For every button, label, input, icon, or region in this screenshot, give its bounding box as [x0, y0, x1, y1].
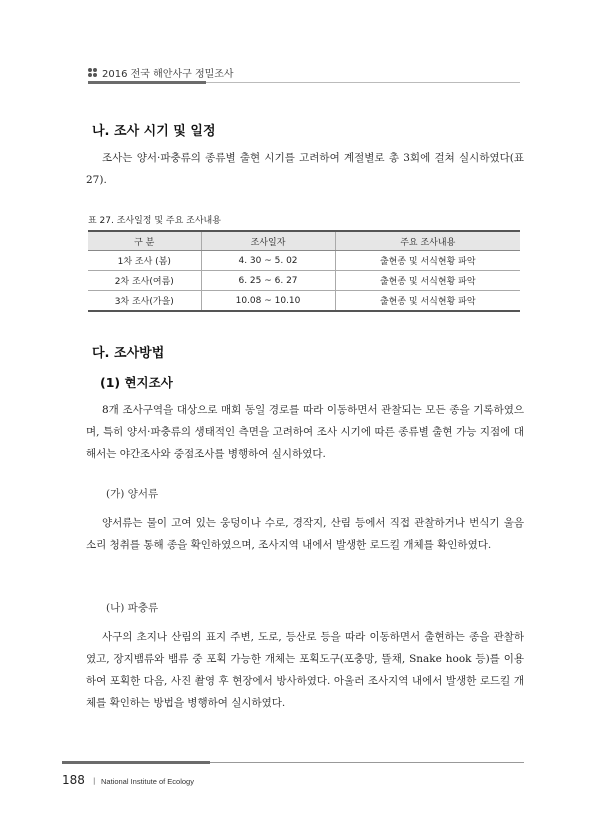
footer-separator: |: [93, 777, 96, 785]
table-row: [88, 251, 520, 271]
table-cell: 출현종 및 서식현황 파악: [335, 251, 520, 271]
subsection-heading-reptiles: (나) 파충류: [106, 602, 159, 614]
table-cell: 출현종 및 서식현황 파악: [335, 271, 520, 291]
table-header-row: [88, 231, 520, 251]
schedule-table: [88, 230, 520, 312]
footer-institute: National Institute of Ecology: [101, 777, 194, 786]
header-title: 2016 전국 해안사구 정밀조사: [102, 69, 234, 80]
header-divider-accent: [88, 81, 206, 84]
section-heading-methods: 다. 조사방법: [92, 346, 165, 361]
column-header: 주요 조사내용: [335, 231, 520, 251]
table-cell: 3차 조사(가을): [88, 291, 201, 312]
page-number: 188: [62, 773, 85, 787]
schedule-paragraph: 조사는 양서·파충류의 종류별 출현 시기를 고려하여 계절별로 총 3회에 걸쳐 실시하였다(표 27).: [86, 152, 524, 186]
table-cell: 2차 조사(여름): [88, 271, 201, 291]
column-header: 구 분: [88, 231, 201, 251]
reptiles-paragraph: 사구의 초지나 산림의 표지 주변, 도로, 등산로 등을 따라 이동하면서 출현하는 종을 관찰하였고, 장지뱀류와 뱀류 중 포획 가능한 개체는 포획도구(포충망, 뜰채, Snake hook 등)를 이용하여 포획한 다음, 사진 촬영 후 현장에서 방사하였다. 아울러 조사지역 내에서 발생한 로드킬 개체를 확인하는 방법을 병행하여 실시하였다.: [86, 631, 524, 709]
subsection-heading-field-survey: (1) 현지조사: [100, 375, 173, 390]
table-cell: 4. 30 ~ 5. 02: [201, 251, 335, 271]
subsection-heading-amphibians: (가) 양서류: [106, 488, 159, 500]
footer-divider-accent: [62, 761, 210, 764]
table-cell: 출현종 및 서식현황 파악: [335, 291, 520, 312]
column-header: 조사일자: [201, 231, 335, 251]
section-heading-schedule: 나. 조사 시기 및 일정: [92, 124, 216, 139]
page-header: [88, 62, 520, 88]
bullet-dots-icon: [88, 68, 98, 78]
table-cell: 10.08 ~ 10.10: [201, 291, 335, 312]
table-cell: 6. 25 ~ 6. 27: [201, 271, 335, 291]
amphibians-paragraph: 양서류는 물이 고여 있는 웅덩이나 수로, 경작지, 산림 등에서 직접 관찰하거나 번식기 울음소리 청취를 통해 종을 확인하였으며, 조사지역 내에서 발생한 로드킬 개체를 확인하였다.: [86, 517, 524, 551]
table-cell: 1차 조사 (봄): [88, 251, 201, 271]
table-caption: 표 27. 조사일정 및 주요 조사내용: [88, 216, 221, 226]
table-row: [88, 291, 520, 312]
table-row: [88, 271, 520, 291]
field-survey-paragraph: 8개 조사구역을 대상으로 매회 동일 경로를 따라 이동하면서 관찰되는 모든 종을 기록하였으며, 특히 양서·파충류의 생태적인 측면을 고려하여 조사 시기에 따른 종류별 출현 가능 지점에 대해서는 야간조사와 중점조사를 병행하여 실시하였다.: [86, 404, 524, 460]
